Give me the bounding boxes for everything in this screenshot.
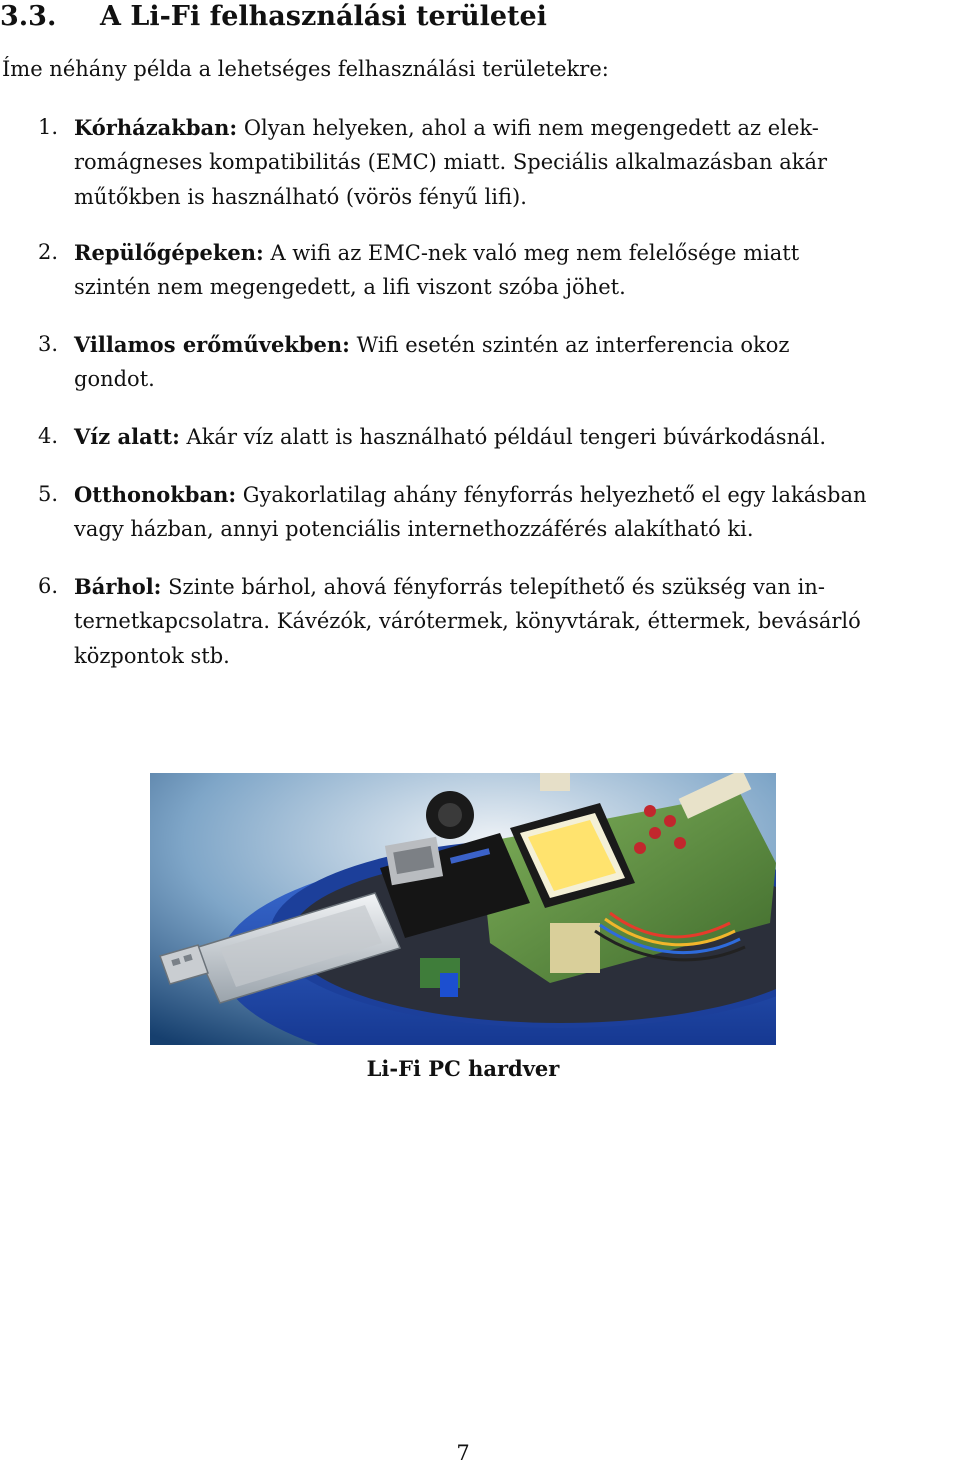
list-item-line: romágneses kompatibilitás (EMC) miatt. Speciális alkalmazásban akár	[74, 150, 828, 174]
list-item	[0, 569, 960, 674]
section-number: 3.3.	[0, 1, 57, 32]
list-item-line	[74, 477, 867, 513]
list-item-number: 3.	[38, 332, 59, 356]
list-item	[0, 327, 960, 397]
list-item-line	[74, 235, 799, 271]
list-item-term: Villamos erőművekben:	[74, 332, 350, 357]
list-item-line: vagy házban, annyi potenciális internethozzáférés alakítható ki.	[74, 517, 754, 541]
list-item-number: 2.	[38, 240, 59, 264]
list-item-text: Szinte bárhol, ahová fényforrás telepíthető és szükség van in-	[161, 575, 825, 599]
hardware-photo-illustration	[150, 773, 776, 1045]
section-title: A Li-Fi felhasználási területei	[100, 1, 547, 32]
list-item-text: Olyan helyeken, ahol a wifi nem megengedett az elek-	[237, 116, 819, 140]
list-item-line	[74, 419, 826, 455]
list-item-line	[74, 327, 789, 363]
list-item-line: szintén nem megengedett, a lifi viszont szóba jöhet.	[74, 275, 626, 299]
list-item	[0, 419, 960, 454]
list-item-line: műtőkben is használható (vörös fényű lifi).	[74, 185, 527, 209]
list-item-term: Víz alatt:	[74, 424, 180, 449]
figure-image	[150, 773, 776, 1045]
list-item-line: ternetkapcsolatra. Kávézók, várótermek, könyvtárak, éttermek, bevásárló	[74, 609, 861, 633]
list-item-text: Gyakorlatilag ahány fényforrás helyezhető el egy lakásban	[236, 483, 867, 507]
intro-text: Íme néhány példa a lehetséges felhasználási területekre:	[2, 57, 609, 81]
list-item-text: A wifi az EMC-nek való meg nem felelősége miatt	[263, 241, 800, 265]
figure-caption: Li-Fi PC hardver	[366, 1056, 560, 1081]
list-item	[0, 235, 960, 305]
list-item-line: gondot.	[74, 367, 155, 391]
list-item-line	[74, 110, 819, 146]
list-item-term: Otthonokban:	[74, 482, 237, 507]
list-item-number: 4.	[38, 424, 59, 448]
list-item-text: Wifi esetén szintén az interferencia okoz	[349, 333, 790, 357]
list-item-line	[74, 569, 825, 605]
list-item-line: központok stb.	[74, 644, 230, 668]
section-heading	[0, 0, 960, 34]
list-item	[0, 110, 960, 215]
list-item-number: 5.	[38, 482, 59, 506]
list-item-term: Kórházakban:	[74, 115, 238, 140]
page-number: 7	[456, 1441, 470, 1465]
list-item-term: Repülőgépeken:	[74, 240, 264, 265]
list-item-term: Bárhol:	[74, 574, 162, 599]
list-item-number: 6.	[38, 574, 59, 598]
list-item-number: 1.	[38, 115, 59, 139]
list-item-text: Akár víz alatt is használható például tengeri búvárkodásnál.	[179, 425, 826, 449]
list-item	[0, 477, 960, 547]
